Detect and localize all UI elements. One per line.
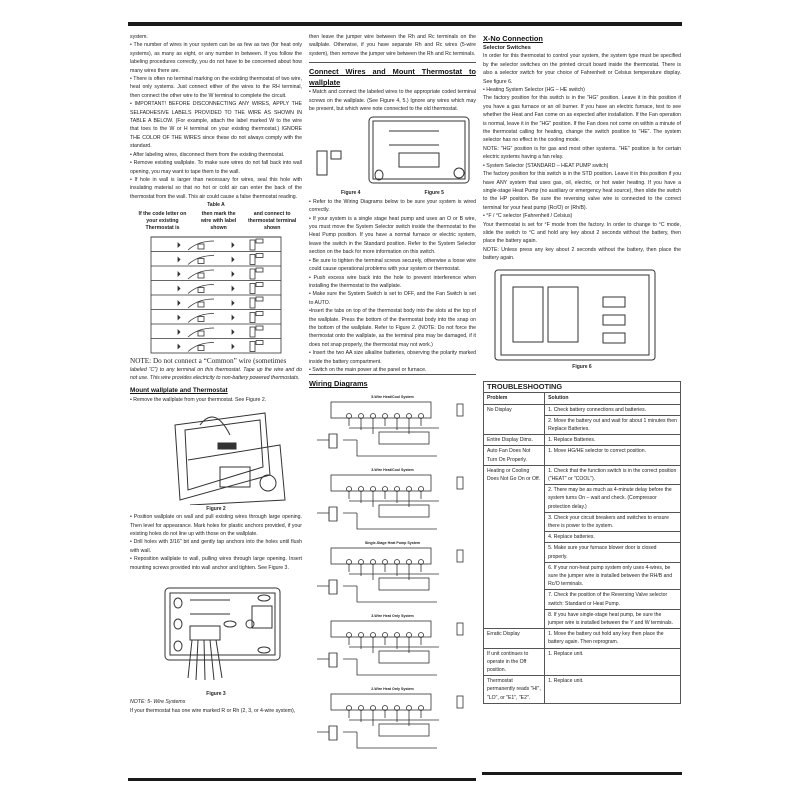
paragraph: NOTE: Unless press any key about 2 seconds without the battery, then place the battery again.: [483, 246, 681, 262]
figure-3-illustration: [130, 578, 302, 690]
top-rule: [128, 22, 682, 26]
mount-heading: Mount wallplate and Thermostat: [130, 387, 228, 395]
figure-2-illustration: [130, 405, 302, 505]
wiring-diagram-title: Single-Stage Heat Pump System: [364, 541, 421, 546]
column-3: [483, 33, 681, 704]
connect-wires-heading: Connect Wires and Mount Thermostat to wallplate: [309, 67, 476, 88]
paragraph: • Reposition wallplate to wall, pulling wires through large opening. Insert mounting screws provided into wall anchor and tighten. See Figure 3.: [130, 556, 302, 571]
paragraph: • Heating System Selector (HG – HE switch): [483, 87, 585, 94]
problem-cell: Thermostat permanently reads "HI", "LO", or "E1", "E2".: [484, 676, 545, 704]
table-row: [484, 629, 681, 648]
column-2: [309, 33, 476, 754]
paragraph: NOTE: "HG" position is for gas and most other systems. "HE" position is for certain electric systems having a fan relay.: [483, 145, 681, 161]
paragraph: • Make sure the System Switch is set to OFF, and the Fan Switch is set to AUTO.: [309, 291, 476, 306]
figure-6-caption: Figure 6: [572, 363, 592, 370]
figure-2-caption: Figure 2: [206, 505, 226, 512]
wiring-diagram-title: 5-Wire Heat/Cool System: [371, 395, 414, 400]
wiring-diagram: [309, 400, 476, 462]
paragraph: Your thermostat is set for °F mode from the factory. In order to change to °C mode, slide the switch to °C and hold any key about 2 seconds without the battery, then place the battery again.: [483, 221, 681, 245]
solution-cell: 1. Replace unit.: [545, 676, 681, 704]
table-a-col: and connect to thermostat terminal shown: [247, 210, 297, 231]
figure-6-illustration: [483, 267, 681, 363]
paragraph: In order for this thermostat to control your system, the system type must be specified by the selector switches on the printed circuit board inside the thermostat. There is also a selector switch for your choice of Fahrenheit or Celsius temperature display. See figure 6.: [483, 53, 681, 85]
troubleshooting-title: TROUBLESHOOTING: [483, 381, 681, 392]
table-a-diagram: [150, 236, 282, 354]
paragraph: • System Selector (STANDARD – HEAT PUMP switch): [483, 162, 609, 169]
problem-cell: Auto Fan Does Not Turn On Properly.: [484, 446, 545, 465]
common-wire-note: NOTE: Do not connect a “Common” wire (sometimes: [130, 356, 287, 365]
paragraph: • If hole in wall is larger than necessary for wires, seal this hole with insulating material so that no hot or cold air can enter the back of the thermostat from the wall. This air could cause a false thermostat reading.: [130, 176, 302, 200]
column-1: [130, 33, 302, 715]
common-wire-note-detail: labeled “C”) to any terminal on this thermostat. Tape up the wire and do not use. This wire provides electricity to non-battery powered thermostats.: [130, 366, 302, 381]
paragraph: • If your system is a single stage heat pump and uses an O or B wire, you must move the System Selector switch inside the thermostat to the Heat Pump position. If you have a normal furnace or electric system, leave the switch in the Standard position. Refer to the System Selector section on the back for more information on this switch.: [309, 215, 476, 256]
problem-cell: Erratic Display: [484, 629, 545, 648]
solution-cell: 1. Move the battery out hold any key then place the battery again. Then reprogram.: [545, 629, 681, 648]
solution-cell: 1. Check battery connections and batteries.: [545, 404, 681, 415]
problem-cell: Heating or Cooling Does Not Go On or Off.: [484, 465, 545, 628]
paragraph: • After labeling wires, disconnect them from the existing thermostat.: [130, 151, 285, 158]
paragraph: • Be sure to tighten the terminal screws securely, otherwise a loose wire could cause operational problems with your system or thermostat.: [309, 257, 476, 273]
x-no-connection-heading: X-No Connection: [483, 34, 543, 43]
wiring-diagram: [309, 692, 476, 754]
table-row: [484, 648, 681, 676]
solution-cell: 1. Replace Batteries.: [545, 435, 681, 446]
paragraph: • Push excess wire back into the hole to prevent interference when installing the thermostat to the wallplate.: [309, 274, 476, 289]
wiring-diagrams-heading: Wiring Diagrams: [309, 379, 368, 389]
table-a-title: Table A: [207, 202, 225, 209]
paragraph: • There is often no terminal marking on the existing thermostat of two wire, heat only systems. Just connect either of the wires to the RH terminal, then connect the other wire to the W terminal to complete the circuit.: [130, 76, 302, 99]
paragraph: The factory position for this switch is in the STD position. Leave it in this position if you have ANY system that uses gas, oil, electric, or hot water heating. If you have a single-stage Heat Pump (no auxiliary or emergency heat source), then slide the switch to the HP position. Be sure the reversing valve wire is connected to the correct terminal for your heat pump (Rc/O) or (Rh/B).: [483, 171, 681, 211]
selector-switches-heading: Selector Switches: [483, 45, 531, 51]
table-row: [484, 446, 681, 465]
wiring-diagram-title: 3-Wire Heat/Cool System: [371, 468, 414, 473]
wiring-diagram: [309, 473, 476, 535]
table-row: [484, 404, 681, 415]
wiring-diagrams: [309, 394, 476, 754]
solution-cell: 2. Move the battery out and wait for about 1 minutes then Replace Batteries.: [545, 415, 681, 434]
paragraph: •Insert the tabs on top of the thermostat body into the slots at the top of the wallplate. Press the bottom of the thermostat body into the snap on the bottom of the wallplate. Refer to Figure 2. (NOTE: Do not force the thermostat onto the wallplate, as the terminal pins may be damaged, if it does not snap properly, the thermostat may not work.): [309, 308, 476, 348]
solution-cell: 1. Move HG/HE selector to correct position.: [545, 446, 681, 465]
five-wire-note: NOTE: 5- Wire Systems: [130, 699, 186, 706]
paragraph: If your thermostat has one wire marked R or Rh (2, 3, or 4-wire system),: [130, 707, 296, 714]
table-a-header: [130, 210, 302, 233]
problem-cell: Entire Display Dims.: [484, 435, 545, 446]
paragraph: • °F / °C selector (Fahrenheit / Celsius): [483, 213, 573, 220]
wiring-diagram-title: 3-Wire Heat Only System: [371, 614, 414, 619]
paragraph: • The number of wires in your system can be as few as two (for heat only systems), as many as eight, or any number in between. If you follow the labeling procedures correctly, you do not have to be concerned about how many wires there are.: [130, 42, 302, 74]
paragraph: then leave the jumper wire between the Rh and Rc terminals on the wallplate. Otherwise, if you have separate Rh and Rc wires (5-wire system), then remove the jumper wire between the Rh and Rc terminals.: [309, 34, 476, 57]
paragraph: The factory position for this switch is in the "HG" position. Leave it in this position if you have a gas furnace or an oil burner. If you have an electric furnace, test to see whether the Heat and Fan come on as expected after installation. If the Fan operation is normal, leave it in the "HG" position. If the Fan does not come on within a minute of the thermostat calling for heating, change the switch position to "HE". The system selector has no effect in the cooling mode.: [483, 95, 681, 144]
paragraph: • Insert the two AA size alkaline batteries, observing the polarity marked inside the battery compartment.: [309, 350, 476, 365]
header-solution: Solution: [545, 393, 681, 404]
paragraph: system.: [130, 34, 148, 40]
paragraph: • Remove the wallplate from your thermostat. See Figure 2.: [130, 397, 267, 404]
bottom-rule-right: [482, 772, 682, 775]
paragraph: • Match and connect the labeled wires to the appropriate coded terminal screws on the wallplate. (See Figure 4, 5.) Ignore any wires which may be present, but which were note connected to the old thermostat.: [309, 89, 476, 113]
problem-cell: If unit continues to operate in the Off position.: [484, 648, 545, 676]
figure-4-5-illustration: [309, 113, 476, 189]
table-a-col: then mark the wire with label shown: [200, 210, 237, 231]
wiring-diagram: [309, 546, 476, 608]
wiring-diagram-title: 2-Wire Heat Only System: [371, 687, 414, 692]
figure-4-5-captions: [309, 189, 476, 197]
solution-cell: 7. Check the position of the Reversing Valve selector switch: Standard or Heat Pump.: [545, 590, 681, 609]
paragraph: • IMPORTANT! BEFORE DISCONNECTING ANY WIRES, APPLY THE SELFADHESIVE LABELS PROVIDED TO THE WIRE AS SHOWN IN TABLE A BELOW. (For example, attach the label marked W to the wire that toes to the W or H terminal on your existing thermostat.) IGNORE THE COLOR OF THE WIRES since these do not always comply with the standard.: [130, 101, 302, 150]
wiring-diagram: [309, 619, 476, 681]
solution-cell: 1. Check that the function switch is in the correct position ("HEAT" or "COOL").: [545, 465, 681, 484]
figure-4-caption: Figure 4: [341, 190, 361, 197]
solution-cell: 4. Replace batteries.: [545, 532, 681, 543]
paragraph: • Refer to the Wiring Diagrams below to be sure your system is wired correctly.: [309, 198, 476, 214]
header-problem: Problem: [484, 393, 545, 404]
table-row: [484, 676, 681, 704]
solution-cell: 5. Make sure your furnace blower door is closed properly.: [545, 543, 681, 562]
bottom-rule-left: [128, 778, 476, 781]
solution-cell: 6. If your non-heat pump system only uses 4-wires, be sure the jumper wire is installed between the RH/B and Rc/O terminals.: [545, 562, 681, 590]
table-row: [484, 465, 681, 484]
solution-cell: 3. Check your circuit breakers and switches to ensure there is power to the system.: [545, 512, 681, 531]
solution-cell: 1. Replace unit.: [545, 648, 681, 676]
table-row: [484, 435, 681, 446]
paragraph: • Position wallplate on wall and pull existing wires through large opening. Then level for appearance. Mark holes for plastic anchors provided, if your existing holes do not line up with those on the wallplate.: [130, 514, 302, 537]
solution-cell: 2. There may be as much as 4-minute delay before the system turns On – wait and check. (Compressor protection delay.): [545, 485, 681, 513]
paragraph: • Remove existing wallplate. To make sure wires do not fall back into wall opening, you may want to tape them to the wall.: [130, 160, 302, 175]
table-a-col: If the code letter on your existing Thermostat is: [138, 210, 187, 231]
paragraph: • Switch on the main power at the panel or furnace.: [309, 366, 427, 373]
solution-cell: 8. If you have single-stage heat pump, be sure the jumper wire is installed between the Y and W terminals.: [545, 609, 681, 628]
paragraph: • Drill holes with 3/16" bit and gently tap anchors into the holes until flush with wall.: [130, 539, 302, 554]
figure-3-caption: Figure 3: [206, 691, 226, 697]
figure-5-caption: Figure 5: [424, 190, 444, 197]
problem-cell: No Display: [484, 404, 545, 435]
troubleshooting-table: [483, 392, 681, 704]
